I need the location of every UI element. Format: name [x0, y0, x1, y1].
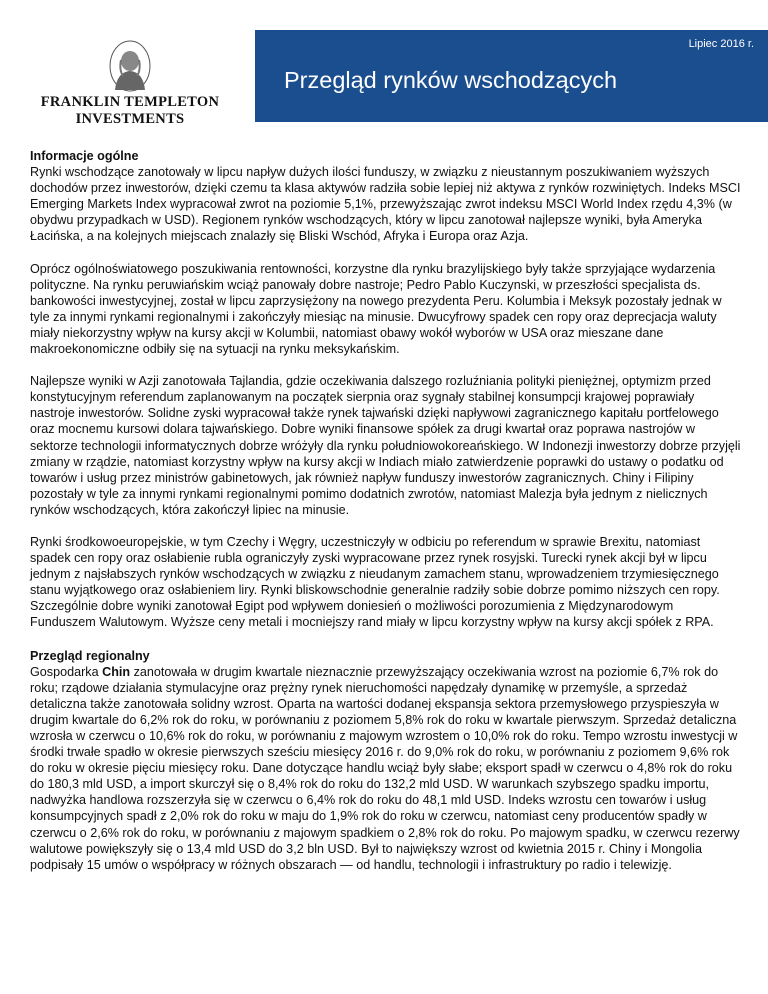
logo-text-line2: INVESTMENTS	[75, 111, 185, 127]
portrait-icon	[109, 40, 151, 92]
paragraph: Najlepsze wyniki w Azji zanotowała Tajlandia, gdzie oczekiwania dalszego rozluźniania polityki pieniężnej, optymizm przed konstytucyjnym referendum zaplanowanym na początek sierpnia oraz sygnały stabilnej konsumpcji krajowej poprawiały nastroje inwestorów. Solidne zyski wypracował także rynek tajwański dzięki napływowi zagranicznego kapitału portfelowego oraz mocnemu kursowi dolara tajwańskiego. Dobre wyniki finansowe spółek za drugi kwartał oraz poprawa nastrojów w sektorze technologii informatycznych dobrze wróżyły dla rynku południowokoreańskiego. W Indonezji inwestorzy dobrze przyjęli zmiany w rządzie, natomiast korzystny wpływ na kursy akcji w Indiach miało zatwierdzenie poprawki do ustawy o podatku od towarów i usług przez ministrów gabinetowych, jak również napływ funduszy inwestorów zagranicznych. Chiny i Filipiny pozostały w tyle za innymi rynkami regionalnymi pomimo dodatnich zwrotów, natomiast Malezja była jednym z nielicznych rynków wschodzących, która zakończył lipiec na minusie.	[30, 374, 741, 517]
logo-text-line1: FRANKLIN TEMPLETON	[40, 94, 220, 110]
section-heading-regional: Przegląd regionalny	[30, 648, 150, 663]
report-date: Lipiec 2016 r.	[688, 38, 754, 50]
paragraph-china	[30, 664, 742, 873]
document-body	[30, 148, 742, 889]
page-title: Przegląd rynków wschodzących	[284, 67, 618, 93]
paragraph-text: zanotowała w drugim kwartale nieznacznie przewyższający oczekiwania wzrost na poziomie 6,7% rok do roku; rządowe działania stymulacyjne oraz prężny rynek nieruchomości napędzały dynamikę w przemyśle, a sprzedaż detaliczna także zanotowała solidny wzrost. Oparta na wartości dodanej ekspansja sektora przemysłowego przyspieszyła w drugim kwartale do 6,2% rok do roku, w porównaniu z poziomem 5,8% rok do roku w kwartale pierwszym. Sprzedaż detaliczna wzrosła w czerwcu o 10,6% rok do roku, w porównaniu z majowym wzrostem o 10,0% rok do roku. Tempo wzrostu inwestycji w środki trwałe spadło w okresie pierwszych sześciu miesięcy 2016 r. do 9,0% rok do roku, w porównaniu z poziomem 9,6% rok do roku w okresie pięciu miesięcy roku. Dane dotyczące handlu wciąż były słabe; eksport spadł w czerwcu o 4,8% rok do roku do 180,3 mld USD, a import skurczył się o 8,4% rok do roku do 132,2 mld USD. W warunkach szybszego spadku importu, nadwyżka handlowa rozszerzyła się w czerwcu o 6,4% rok do roku do 48,1 mld USD. Indeks wzrostu cen towarów i usług konsumpcyjnych spadł z 2,0% rok do roku w maju do 1,9% rok do roku w czerwcu, natomiast ceny producentów spadły w czerwcu o 2,6% rok do roku, w porównaniu z majowym spadkiem o 2,8% rok do roku. Po majowym spadku, w czerwcu rezerwy walutowe powiększyły się o 13,4 mld USD do 3,2 bln USD. Był to największy wzrost od kwietnia 2015 r. Chiny i Mongolia podpisały 15 umów o współpracy w różnych obszarach — od handlu, technologii i infrastruktury po radio i telewizję.	[30, 664, 740, 872]
header-banner	[255, 30, 768, 122]
paragraph-lead: Gospodarka	[30, 664, 103, 679]
section-heading-general: Informacje ogólne	[30, 149, 139, 163]
paragraph: Rynki wschodzące zanotowały w lipcu napływ dużych ilości funduszy, w związku z nieustannym poszukiwaniem wyższych dochodów przez inwestorów, dzięki czemu ta klasa aktywów radziła sobie lepiej niż aktywa z rynków rozwiniętych. Indeks MSCI Emerging Markets Index wypracował zwrot na poziomie 5,1%, przewyższając zwrot indeksu MSCI World Index rzędu 4,3% (w obydwu przypadkach w USD). Regionem rynków wschodzących, który w lipcu zanotował najlepsze wyniki, była Ameryka Łacińska, a na kolejnych miejscach znalazły się Bliski Wschód, Afryka i Europa oraz Azja.	[30, 165, 741, 244]
paragraph: Rynki środkowoeuropejskie, w tym Czechy i Węgry, uczestniczyły w odbiciu po referendum w sprawie Brexitu, natomiast spadek cen ropy oraz osłabienie rubla ograniczyły zyski wypracowane przez rynek rosyjski. Turecki rynek akcji był w lipcu jednym z najsłabszych rynków wschodzących w związku z nieudanym zamachem stanu, wprowadzeniem trzymiesięcznego stanu wyjątkowego oraz osłabieniem liry. Rynki bliskowschodnie generalnie radziły sobie dobrze pomimo niższych cen ropy. Szczególnie dobre wyniki zanotował Egipt pod wpływem doniesień o możliwości porozumienia z Międzynarodowym Funduszem Walutowym. Wyższe ceny metali i mocniejszy rand miały w lipcu korzystny wpływ na kursy akcji spółek z RPA.	[30, 534, 720, 630]
company-logo	[30, 40, 230, 130]
paragraph: Oprócz ogólnoświatowego poszukiwania rentowności, korzystne dla rynku brazylijskiego były także sprzyjające wydarzenia polityczne. Na rynku peruwiańskim wciąż panowały dobre nastroje; Pedro Pablo Kuczynski, w przeszłości specjalista ds. bankowości inwestycyjnej, został w lipcu zaprzysiężony na nowego prezydenta Peru. Kolumbia i Meksyk pozostały jednak w tyle za innymi rynkami regionalnymi i zakończyły miesiąc na minusie. Dwucyfrowy spadek cen ropy oraz deprecjacja waluty miały niekorzystny wpływ na kursy akcji w Kolumbii, natomiast obawy wokół wyborów w USA oraz mieszane dane makroekonomiczne odbiły się na sytuacji na rynku meksykańskim.	[30, 261, 722, 357]
country-name: Chin	[102, 664, 131, 679]
